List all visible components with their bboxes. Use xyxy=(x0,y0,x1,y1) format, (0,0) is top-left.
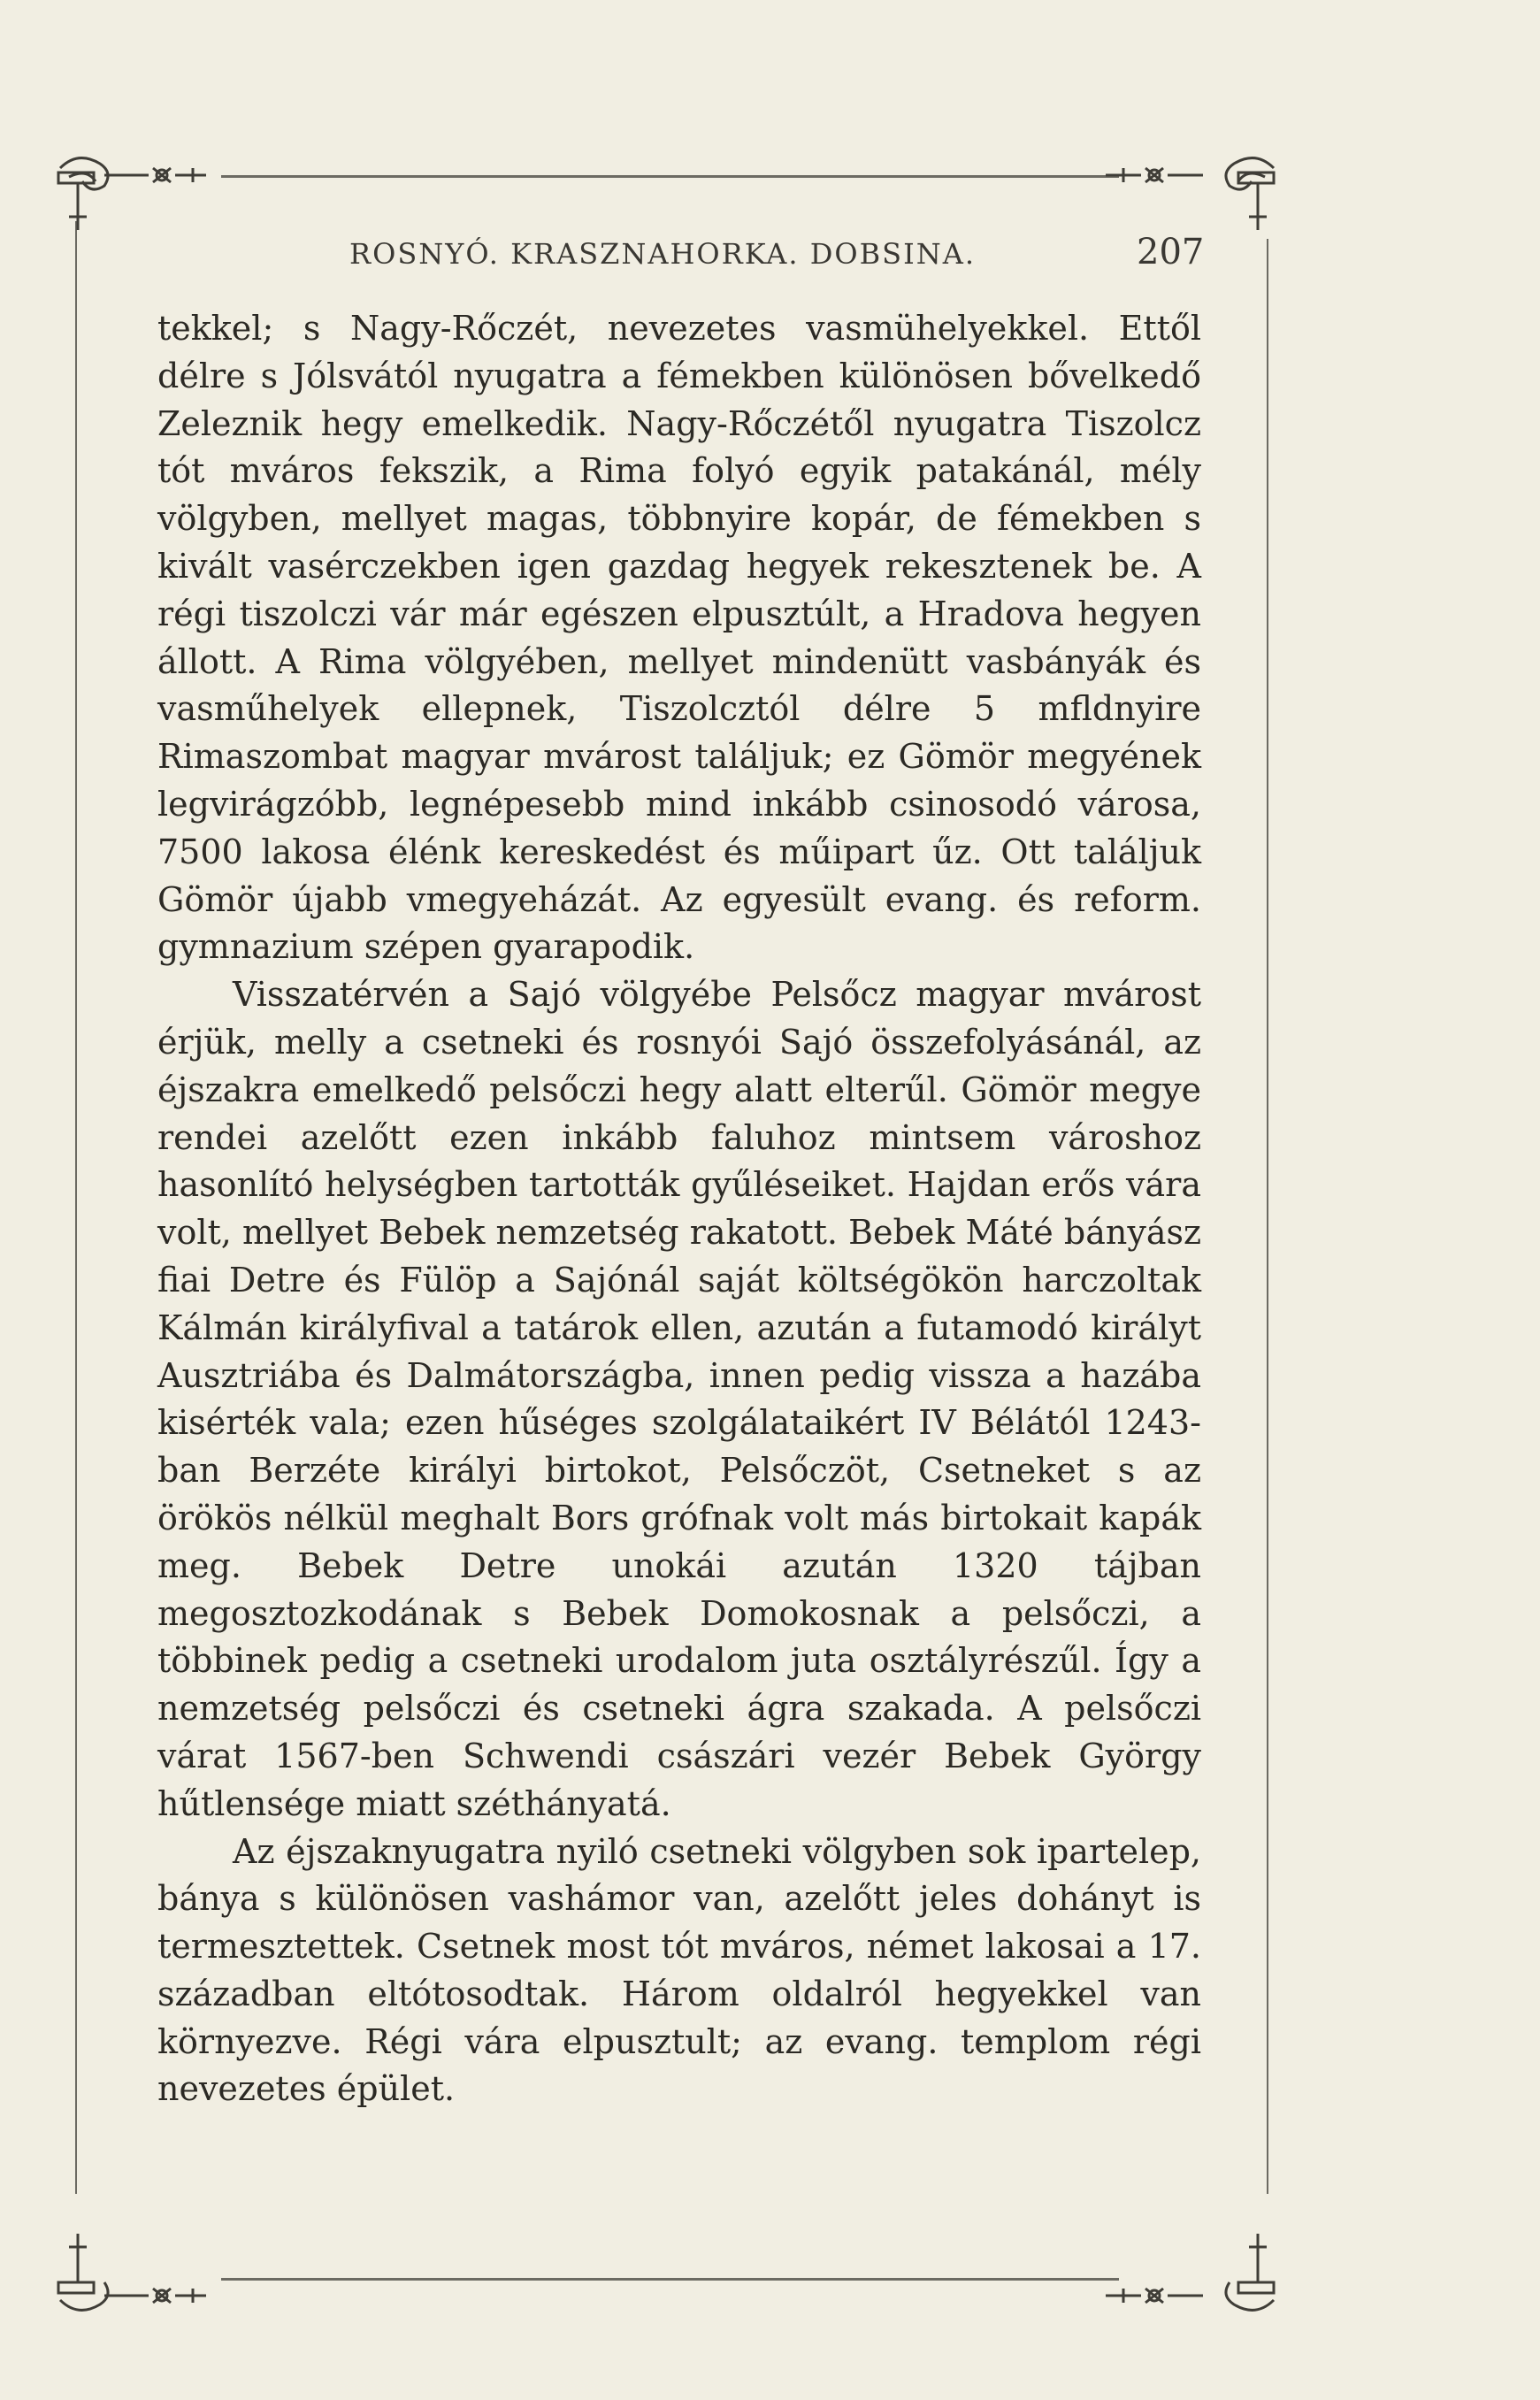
right-border-rule xyxy=(1267,239,1268,2194)
paragraph: Visszatérvén a Sajó völgyébe Pelsőcz magyar mvárost érjük, melly a csetneki és rosnyói Sajó összefolyásánál, az éjszakra emelkedő pelsőczi hegy alatt elterűl. Gömör megye rendei azelőtt ezen inkább faluhoz mintsem városhoz hasonlító helységben tartották gyűléseiket. Hajdan erős vára volt, mellyet Bebek nemzetség rakatott. Bebek Máté bányász fiai Detre és Fülöp a Sajónál saját költségökön harczoltak Kálmán királyfival a tatárok ellen, azután a futamodó királyt Ausztriába és Dalmátországba, innen pedig vissza a hazába kisérték vala; ezen hűséges szolgálataikért IV Bélától 1243-ban Berzéte királyi birtokot, Pelsőczöt, Csetneket s az örökös nélkül meghalt Bors grófnak volt más birtokait kapák meg. Bebek Detre unokái azután 1320 tájban megosztozkodának s Bebek Domokosnak a pelsőczi, a többinek pedig a csetneki urodalom juta osztályrészűl. Így a nemzetség pelsőczi és csetneki ágra szakada. A pelsőczi várat 1567-ben Schwendi császári vezér Bebek György hűtlensége miatt széthányatá. xyxy=(157,975,1201,1823)
left-border-rule xyxy=(75,221,77,2194)
corner-ornament-icon xyxy=(1070,133,1283,239)
page-number: 207 xyxy=(1137,232,1205,272)
bottom-border-rule xyxy=(221,2278,1119,2281)
corner-ornament-icon xyxy=(1070,2229,1283,2335)
running-head: ROSNYÓ. KRASZNAHORKA. DOBSINA. xyxy=(349,237,976,271)
paragraph: tekkel; s Nagy-Rőczét, nevezetes vasmühelyekkel. Ettől délre s Jólsvától nyugatra a fémekben különösen bővelkedő Zeleznik hegy emelkedik. Nagy-Rőczétől nyugatra Tiszolcz tót mváros fekszik, a Rima folyó egyik patakánál, mély völgyben, mellyet magas, többnyire kopár, de fémekben s kivált vasérczekben igen gazdag hegyek rekesztenek be. A régi tiszolczi vár már egészen elpusztúlt, a Hradova hegyen állott. A Rima völgyében, mellyet mindenütt vasbányák és vasműhelyek ellepnek, Tiszolcztól délre 5 mfldnyire Rimaszombat magyar mvárost találjuk; ez Gömör megyének legvirágzóbb, legnépesebb mind inkább csinosodó városa, 7500 lakosa élénk kereskedést és műipart űz. Ott találjuk Gömör újabb vmegyeházát. Az egyesült evang. és reform. gymnazium szépen gyarapodik. xyxy=(157,309,1201,967)
corner-ornament-icon xyxy=(51,133,264,239)
top-border-rule xyxy=(221,175,1119,178)
paragraph: Az éjszaknyugatra nyiló csetneki völgyben sok ipartelep, bánya s különösen vashámor van, azelőtt jeles dohányt is termesztettek. Csetnek most tót mváros, német lakosai a 17. században eltótosodtak. Három oldalról hegyekkel van környezve. Régi vára elpusztult; az evang. templom régi nevezetes épület. xyxy=(157,1831,1201,2109)
corner-ornament-icon xyxy=(51,2229,264,2335)
body-text xyxy=(157,305,1201,2113)
